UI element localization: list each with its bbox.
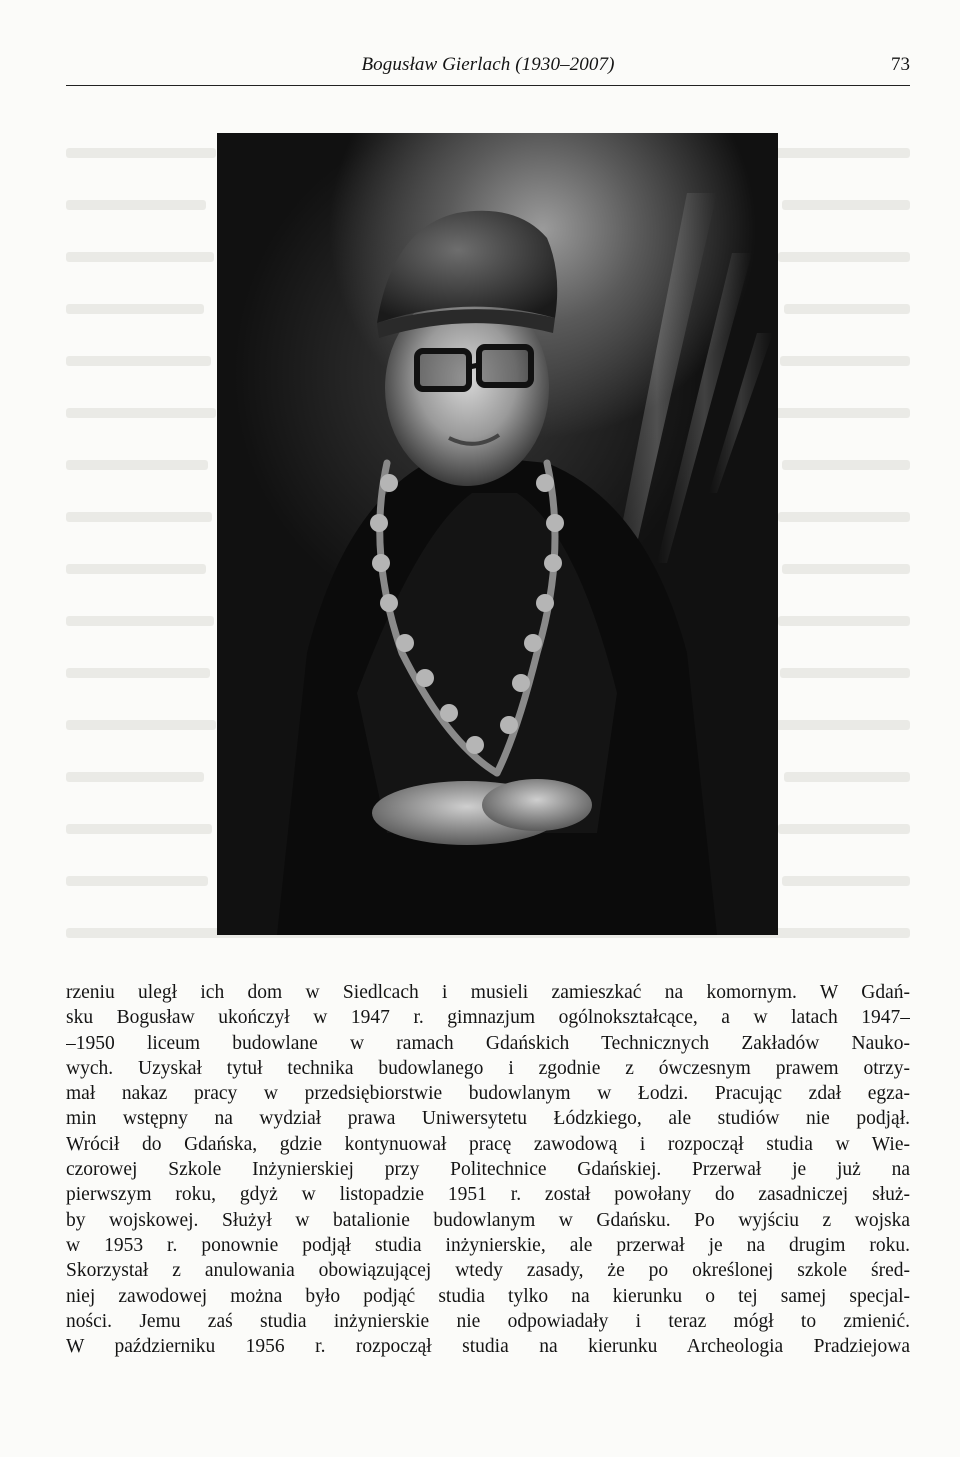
body-line: W październiku 1956 r. rozpoczął studia na kierunku Archeologia Pradziejowa xyxy=(66,1336,910,1358)
body-line: Wrócił do Gdańska, gdzie kontynuował pracę zawodową i rozpoczął studia w Wie- xyxy=(66,1133,910,1155)
page-number: 73 xyxy=(891,54,910,75)
header-rule xyxy=(66,85,910,86)
body-line: –1950 liceum budowlane w ramach Gdańskich Technicznych Zakładów Nauko- xyxy=(66,1032,910,1054)
portrait-photo-icon xyxy=(217,133,778,935)
body-line: mał nakaz pracy w przedsiębiorstwie budowlanym w Łodzi. Pracując zdał egza- xyxy=(66,1083,910,1105)
body-line: by wojskowej. Służył w batalionie budowlanym w Gdańsku. Po wyjściu z wojska xyxy=(66,1209,910,1231)
body-line: min wstępny na wydział prawa Uniwersytetu Łódzkiego, ale studiów nie podjął. xyxy=(66,1108,910,1130)
body-paragraph xyxy=(66,980,910,1359)
running-header xyxy=(66,54,910,82)
running-title: Bogusław Gierlach (1930–2007) xyxy=(361,54,615,75)
body-line: rzeniu uległ ich dom w Siedlcach i musieli zamieszkać na komornym. W Gdań- xyxy=(66,982,910,1003)
body-line: sku Bogusław ukończył w 1947 r. gimnazjum ogólnokształcące, a w latach 1947– xyxy=(66,1007,910,1029)
body-line: czorowej Szkole Inżynierskiej przy Politechnice Gdańskiej. Przerwał je już na xyxy=(66,1159,910,1181)
body-line: Skorzystał z anulowania obowiązującej wtedy zasady, że po określonej szkole śred- xyxy=(66,1260,910,1282)
body-line: ności. Jemu zaś studia inżynierskie nie odpowiadały i teraz mógł to zmienić. xyxy=(66,1310,910,1332)
body-line: niej zawodowej można było podjąć studia tylko na kierunku o tej samej specjal- xyxy=(66,1285,910,1307)
body-line: pierwszym roku, gdyż w listopadzie 1951 r. został powołany do zasadniczej służ- xyxy=(66,1184,910,1206)
body-line: w 1953 r. ponownie podjął studia inżynierskie, ale przerwał je na drugim roku. xyxy=(66,1234,910,1256)
body-line: wych. Uzyskał tytuł technika budowlanego i zgodnie z ówczesnym prawem otrzy- xyxy=(66,1057,910,1079)
portrait-photo xyxy=(217,133,778,935)
